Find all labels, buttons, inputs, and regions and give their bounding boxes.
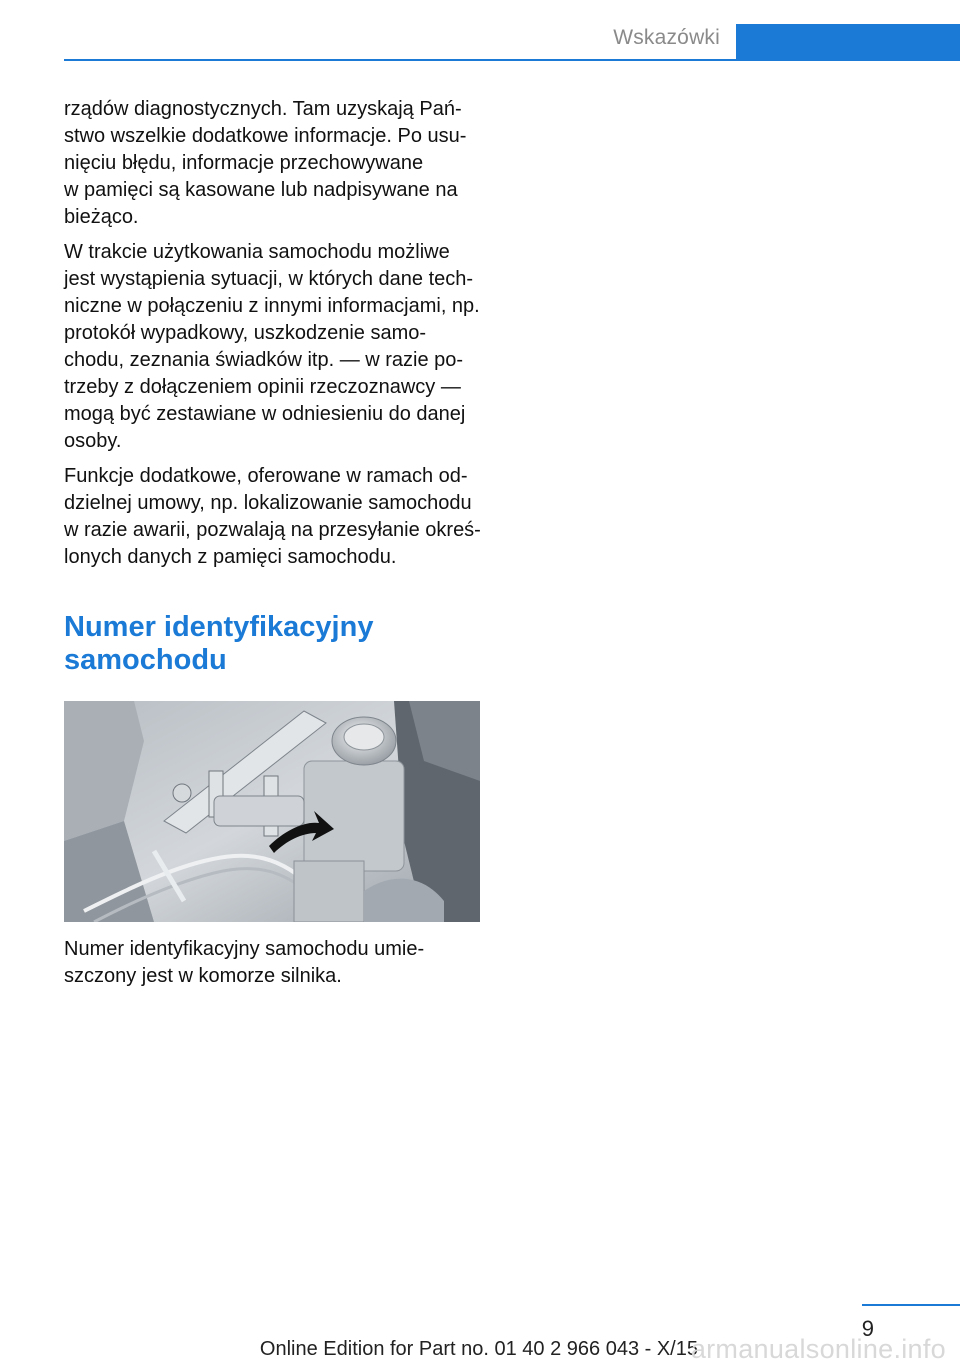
edition-note: Online Edition for Part no. 01 40 2 966 043 - X/15 bbox=[259, 1338, 698, 1360]
header-rule bbox=[64, 59, 736, 61]
figure-caption: Numer identyfikacyjny samochodu umie‐ szczony jest w komorze silnika. bbox=[64, 938, 425, 987]
engine-compartment-photo bbox=[64, 701, 480, 922]
header-tab bbox=[736, 24, 960, 61]
paragraph-data-usage: W trakcie użytkowania samochodu możliwe jest wystąpienia sytuacji, w których dane tech‐ niczne w połączeniu z innymi informacjami, np. protokół wypadkowy, uszkodzenie samo‐ chodu, zeznania świadków itp. — w razie po‐ trzeby z dołączeniem opinii rzeczoznawcy — mogą być zestawiane w odniesieniu do danej osoby. bbox=[64, 241, 480, 452]
watermark: armanualsonline.info bbox=[690, 1334, 946, 1364]
paragraph-additional-functions: Funkcje dodatkowe, oferowane w ramach od‐ dzielnej umowy, np. lokalizowanie samochodu w razie awarii, pozwalają na przesyłanie okreś‐ lonych danych z pamięci samochodu. bbox=[64, 465, 481, 568]
page-number: 9 bbox=[861, 1316, 874, 1341]
section-title: Wskazówki bbox=[613, 26, 720, 49]
main-column bbox=[64, 96, 484, 990]
engine-compartment-illustration bbox=[64, 701, 480, 922]
paragraph-diagnostic: rządów diagnostycznych. Tam uzyskają Pań‐ stwo wszelkie dodatkowe informacje. Po usu‐ nięciu błędu, informacje przechowywane w pamięci są kasowane lub nadpisywane na bieżąco. bbox=[64, 98, 467, 228]
footer-rule bbox=[862, 1304, 960, 1306]
section-heading-vin: Numer identyfikacyjny samochodu bbox=[64, 611, 374, 676]
